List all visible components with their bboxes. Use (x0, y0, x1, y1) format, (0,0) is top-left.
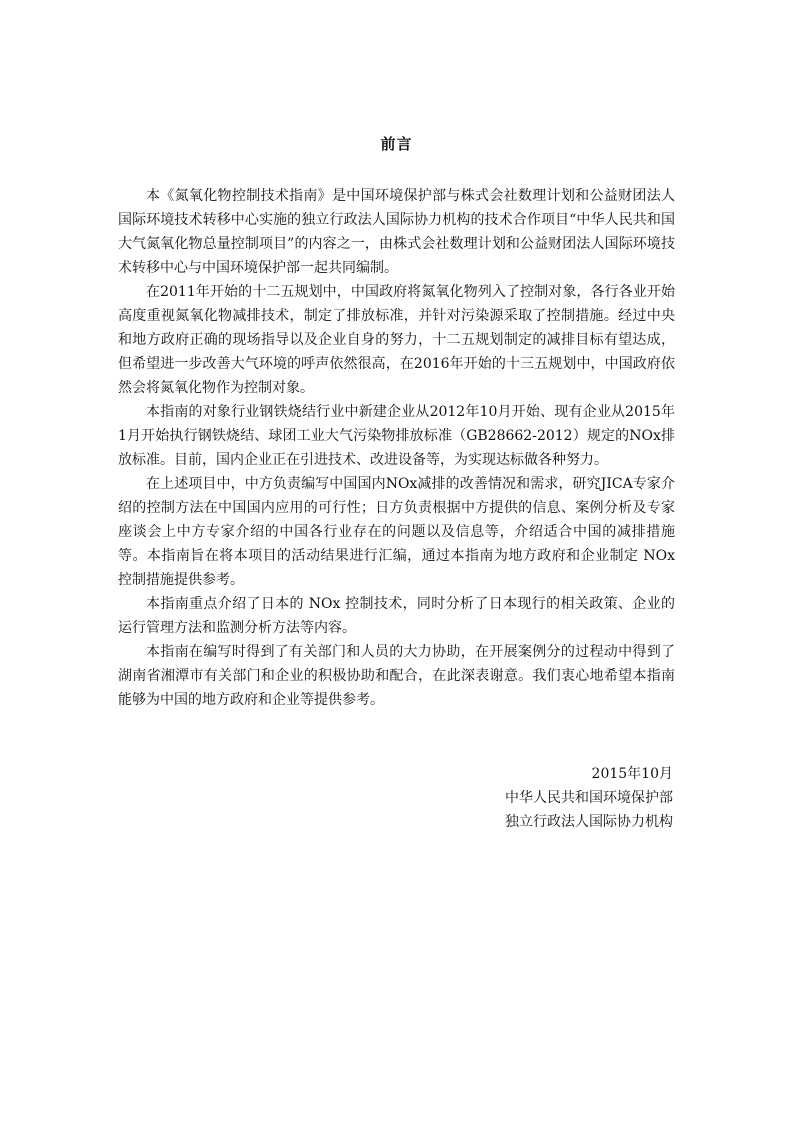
paragraph-focus: 本指南重点介绍了日本的 NOx 控制技术，同时分析了日本现行的相关政策、企业的运行管理方法和监测分析方法等内容。 (118, 596, 675, 636)
paragraph-project-roles: 在上述项目中，中方负责编写中国国内NOx减排的改善情况和需求，研究JICA专家介绍的控制方法在中国国内应用的可行性；日方负责根据中方提供的信息、案例分析及专家座谈会上中方专家介绍的中国各行业存在的问题以及信息等，介绍适合中国的减排措施等。本指南旨在将本项目的活动结果进行汇编，通过本指南为地方政府和企业制定 NOx 控制措施提供参考。 (118, 476, 675, 588)
body-text (118, 184, 675, 712)
signature-date: 2015年10月 (591, 766, 673, 782)
paragraph-intro: 本《氮氧化物控制技术指南》是中国环境保护部与株式会社数理计划和公益财团法人国际环境技术转移中心实施的独立行政法人国际协力机构的技术合作项目“中华人民共和国大气氮氧化物总量控制项目”的内容之一，由株式会社数理计划和公益财团法人国际环境技术转移中心与中国环境保护部一起共同编制。 (118, 188, 675, 276)
paragraph-target-industry: 本指南的对象行业钢铁烧结行业中新建企业从2012年10月开始、现有企业从2015年1月开始执行钢铁烧结、球团工业大气污染物排放标准（GB28662-2012）规定的NOx排放标准。目前，国内企业正在引进技术、改进设备等，为实现达标做各种努力。 (118, 404, 675, 468)
page-title: 前言 (380, 135, 413, 153)
signature-org-jica: 独立行政法人国际协力机构 (505, 814, 673, 830)
signature-org-mep: 中华人民共和国环境保护部 (505, 790, 673, 806)
paragraph-acknowledgement: 本指南在编写时得到了有关部门和人员的大力协助，在开展案例分的过程动中得到了湖南省湘潭市有关部门和企业的积极协助和配合，在此深表谢意。我们衷心地希望本指南能够为中国的地方政府和企业等提供参考。 (118, 644, 675, 708)
paragraph-12th-plan: 在2011年开始的十二五规划中，中国政府将氮氧化物列入了控制对象，各行各业开始高度重视氮氧化物减排技术，制定了排放标准，并针对污染源采取了控制措施。经过中央和地方政府正确的现场指导以及企业自身的努力，十二五规划制定的减排目标有望达成，但希望进一步改善大气环境的呼声依然很高，在2016年开始的十三五规划中，中国政府依然会将氮氧化物作为控制对象。 (118, 284, 675, 396)
signature-block (118, 762, 675, 834)
